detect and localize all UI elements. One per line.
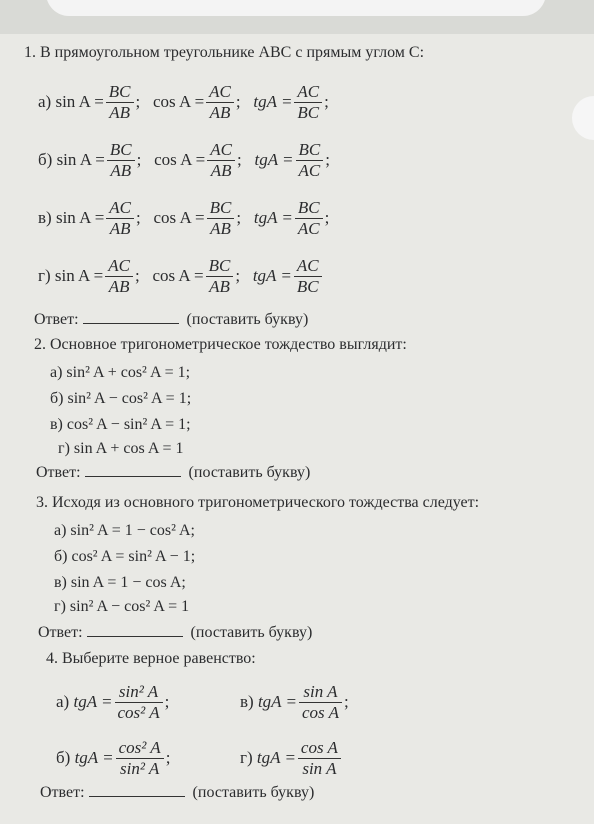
denominator: AB (105, 276, 133, 297)
fraction (106, 198, 134, 239)
option-label: а) (38, 92, 52, 111)
separator: ; (237, 150, 242, 169)
option-label: а) (56, 692, 70, 711)
numerator: BC (208, 255, 231, 275)
tg-label: tgA = (253, 92, 293, 111)
q1-option-d (38, 248, 324, 304)
answer-hint: (поставить букву) (192, 784, 315, 801)
numerator: sin A (303, 681, 338, 701)
fraction (107, 140, 135, 181)
q4-option-a (56, 674, 169, 730)
answer-label: Ответ: (40, 784, 85, 801)
q4-option-d (240, 730, 343, 786)
option-label: в) (240, 692, 254, 711)
fraction (207, 198, 235, 239)
answer-label: Ответ: (38, 624, 83, 641)
q1-option-b (38, 132, 330, 188)
q4-title: 4. Выберите верное равенство: (46, 650, 256, 667)
answer-hint: (поставить букву) (186, 311, 309, 328)
cos-label: cos A = (153, 208, 205, 227)
numerator: BC (209, 197, 232, 217)
fraction (294, 82, 322, 123)
option-label: г) (240, 748, 253, 767)
cos-label: cos A = (153, 92, 205, 111)
separator: ; (324, 208, 330, 227)
answer-hint: (поставить букву) (190, 624, 313, 641)
q2-option-c: в) cos² A − sin² A = 1; (50, 416, 191, 433)
numerator: AC (297, 81, 320, 101)
fraction (115, 682, 163, 723)
answer-blank[interactable] (87, 624, 183, 637)
denominator: AC (295, 218, 323, 239)
worksheet-page (0, 34, 594, 824)
q4-option-b (56, 730, 170, 786)
tg-label: tgA = (254, 150, 294, 169)
fraction (298, 738, 341, 779)
q3-option-c: в) sin A = 1 − cos A; (54, 574, 186, 591)
q3-option-b: б) cos² A = sin² A − 1; (54, 548, 196, 565)
separator: ; (164, 692, 170, 711)
answer-hint: (поставить букву) (188, 464, 311, 481)
top-search-bar[interactable] (46, 0, 546, 16)
numerator: AC (109, 197, 132, 217)
fraction (206, 256, 234, 297)
denominator: AB (207, 160, 235, 181)
numerator: cos² A (118, 737, 161, 757)
side-action-button[interactable] (572, 96, 594, 140)
tg-label: tgA = (257, 692, 297, 711)
q2-option-a: а) sin² A + cos² A = 1; (50, 364, 191, 381)
tg-label: tgA = (253, 208, 293, 227)
answer-blank[interactable] (85, 464, 181, 477)
sin-label: sin A = (55, 208, 105, 227)
denominator: BC (294, 102, 322, 123)
answer-blank[interactable] (83, 311, 179, 324)
denominator: BC (294, 276, 322, 297)
option-label: б) (56, 748, 71, 767)
separator: ; (343, 692, 349, 711)
denominator: AB (107, 160, 135, 181)
denominator: cos² A (115, 702, 163, 723)
q2-option-d: г) sin A + cos A = 1 (58, 440, 184, 457)
separator: ; (165, 748, 171, 767)
denominator: AB (207, 218, 235, 239)
q4-option-c (240, 674, 349, 730)
option-label: б) (38, 150, 53, 169)
separator: ; (134, 266, 140, 285)
denominator: sin A (298, 758, 341, 779)
numerator: sin² A (118, 681, 159, 701)
numerator: AC (210, 139, 232, 159)
answer-label: Ответ: (36, 464, 81, 481)
numerator: cos A (300, 737, 338, 757)
q2-option-b: б) sin² A − cos² A = 1; (50, 390, 192, 407)
q2-answer (36, 464, 310, 482)
separator: ; (136, 150, 142, 169)
denominator: AB (206, 102, 234, 123)
sin-label: sin A = (55, 92, 104, 111)
fraction (295, 198, 323, 239)
separator: ; (235, 266, 241, 285)
separator: ; (136, 208, 141, 227)
denominator: AB (106, 218, 134, 239)
fraction (299, 682, 342, 723)
q1-title: 1. В прямоугольном треугольнике АВС с прямым углом С: (24, 44, 425, 61)
numerator: AC (209, 81, 231, 101)
fraction (207, 140, 235, 181)
option-label: г) (38, 266, 51, 285)
q1-option-a (38, 74, 329, 130)
numerator: BC (298, 139, 321, 159)
numerator: AC (296, 255, 319, 275)
q1-option-c (38, 190, 329, 246)
q4-answer (40, 784, 314, 802)
sin-label: sin A = (54, 266, 104, 285)
denominator: sin² A (116, 758, 164, 779)
numerator: BC (297, 197, 320, 217)
tg-label: tgA = (252, 266, 292, 285)
q3-option-a: а) sin² A = 1 − cos² A; (54, 522, 195, 539)
numerator: BC (109, 139, 132, 159)
separator: ; (324, 92, 329, 111)
q3-title: 3. Исходя из основного тригонометрического тождества следует: (36, 494, 480, 511)
fraction (106, 82, 134, 123)
cos-label: cos A = (154, 150, 206, 169)
tg-label: tgA = (74, 748, 114, 767)
fraction (294, 256, 322, 297)
q2-title: 2. Основное тригонометрическое тождество выглядит: (34, 336, 407, 353)
denominator: AB (106, 102, 134, 123)
q3-answer (38, 624, 312, 642)
fraction (105, 256, 133, 297)
fraction (116, 738, 164, 779)
answer-label: Ответ: (34, 311, 79, 328)
fraction (206, 82, 234, 123)
numerator: BC (108, 81, 131, 101)
cos-label: cos A = (152, 266, 204, 285)
option-label: в) (38, 208, 52, 227)
denominator: cos A (299, 702, 342, 723)
q1-answer (34, 311, 308, 329)
separator: ; (235, 92, 241, 111)
numerator: AC (108, 255, 130, 275)
denominator: AB (206, 276, 234, 297)
separator: ; (135, 92, 141, 111)
q3-option-d: г) sin² A − cos² A = 1 (54, 598, 190, 615)
tg-label: tgA = (73, 692, 113, 711)
separator: ; (325, 150, 330, 169)
answer-blank[interactable] (89, 784, 185, 797)
fraction (296, 140, 324, 181)
sin-label: sin A = (56, 150, 105, 169)
denominator: AC (296, 160, 324, 181)
tg-label: tgA = (256, 748, 296, 767)
separator: ; (236, 208, 242, 227)
